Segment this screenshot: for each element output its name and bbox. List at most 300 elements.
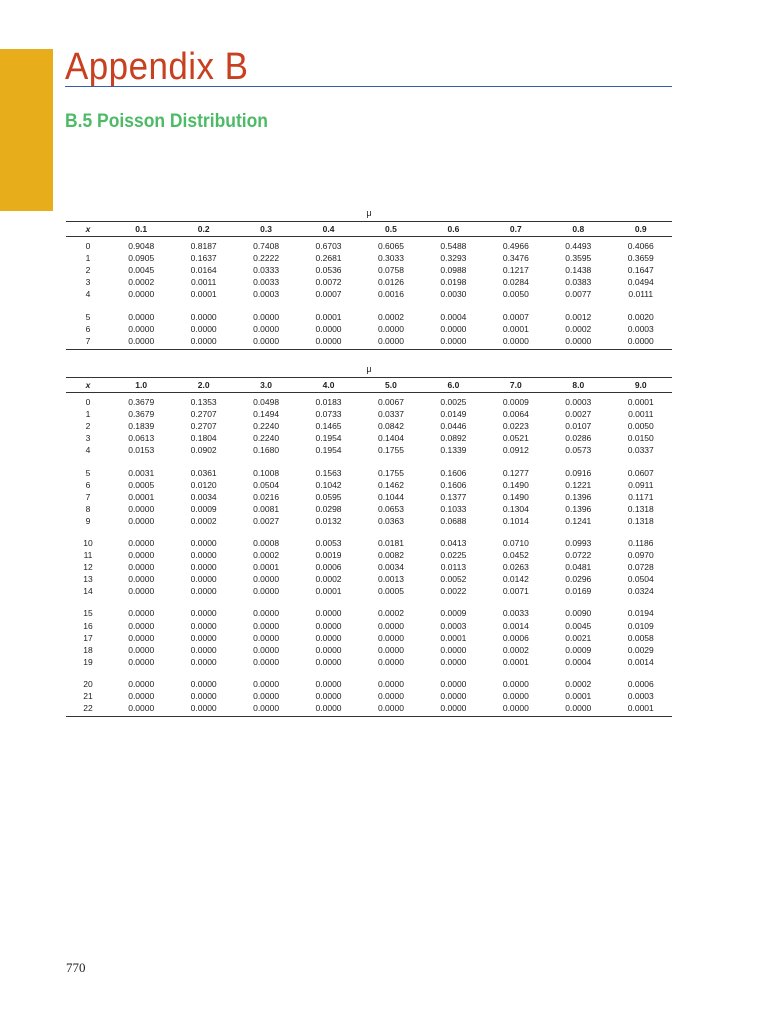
probability-cell: 0.0000 (315, 608, 342, 619)
table-row (66, 561, 672, 573)
probability-cell: 0.0000 (253, 678, 280, 689)
probability-cell: 0.0107 (565, 421, 592, 432)
probability-cell: 0.0169 (565, 586, 592, 597)
probability-cell: 0.1490 (502, 491, 529, 502)
probability-cell: 0.0000 (547, 335, 609, 350)
probability-cell: 0.0728 (627, 562, 654, 573)
probability-cell: 0.0067 (377, 397, 404, 408)
x-value-cell: 21 (83, 691, 93, 702)
probability-cell: 0.0000 (128, 515, 155, 526)
probability-cell: 0.0337 (627, 445, 654, 456)
probability-cell: 0.1563 (315, 467, 342, 478)
probability-cell: 0.1339 (440, 445, 467, 456)
poisson-table-large-mu (66, 377, 672, 717)
probability-cell: 0.1396 (565, 503, 592, 514)
mu-column-header: 0.6 (422, 222, 484, 237)
x-value-cell: 1 (85, 253, 91, 264)
probability-cell: 0.0001 (502, 323, 529, 334)
probability-cell: 0.0045 (565, 620, 592, 631)
probability-cell: 0.0000 (128, 656, 155, 667)
probability-cell: 0.3679 (128, 409, 155, 420)
probability-cell: 0.1396 (565, 491, 592, 502)
probability-cell: 0.0007 (315, 289, 342, 300)
probability-cell: 0.0004 (440, 311, 467, 322)
probability-cell: 0.0710 (502, 537, 529, 548)
mu-column-header: 6.0 (422, 378, 484, 393)
probability-cell: 0.0006 (502, 632, 529, 643)
title-rule (65, 86, 672, 87)
probability-cell: 0.0071 (502, 586, 529, 597)
probability-cell: 0.1839 (128, 421, 155, 432)
probability-cell: 0.1606 (440, 479, 467, 490)
probability-cell: 0.5488 (440, 241, 467, 252)
probability-cell: 0.0498 (253, 397, 280, 408)
probability-cell: 0.0361 (190, 467, 217, 478)
probability-cell: 0.0000 (128, 323, 155, 334)
probability-cell: 0.0001 (440, 632, 467, 643)
x-value-cell: 7 (85, 491, 91, 502)
probability-cell: 0.0000 (315, 656, 342, 667)
probability-cell: 0.0003 (440, 620, 467, 631)
probability-cell: 0.0000 (128, 537, 155, 548)
x-value-cell: 2 (85, 421, 91, 432)
probability-cell: 0.1304 (502, 503, 529, 514)
table-row (66, 620, 672, 632)
x-value-cell: 20 (83, 678, 93, 689)
probability-cell: 0.0034 (190, 491, 217, 502)
probability-cell: 0.0000 (172, 335, 234, 350)
probability-cell: 0.3033 (377, 253, 404, 264)
probability-cell: 0.1042 (315, 479, 342, 490)
probability-cell: 0.0053 (315, 537, 342, 548)
probability-cell: 0.0000 (253, 586, 280, 597)
probability-cell: 0.0000 (128, 289, 155, 300)
probability-cell: 0.1954 (315, 445, 342, 456)
probability-cell: 0.0000 (235, 702, 297, 717)
probability-cell: 0.0000 (440, 678, 467, 689)
probability-cell: 0.0000 (440, 323, 467, 334)
probability-cell: 0.0033 (502, 608, 529, 619)
x-value-cell: 11 (83, 550, 93, 561)
probability-cell: 0.0009 (502, 397, 529, 408)
probability-cell: 0.0324 (627, 586, 654, 597)
probability-cell: 0.0000 (128, 620, 155, 631)
probability-cell: 0.0025 (440, 397, 467, 408)
x-column-header: x (66, 378, 110, 393)
probability-cell: 0.0000 (377, 678, 404, 689)
x-value-cell: 0 (85, 241, 91, 252)
table-row (66, 527, 672, 549)
probability-cell: 0.0607 (627, 467, 654, 478)
probability-cell: 0.0000 (190, 311, 217, 322)
probability-cell: 0.0296 (565, 574, 592, 585)
table-row (66, 456, 672, 478)
probability-cell: 0.1804 (190, 433, 217, 444)
probability-cell: 0.0009 (190, 503, 217, 514)
x-value-cell: 2 (85, 265, 91, 276)
probability-cell: 0.1438 (565, 265, 592, 276)
probability-cell: 0.0284 (502, 277, 529, 288)
x-value-cell: 22 (66, 702, 110, 717)
table-row (66, 300, 672, 322)
probability-cell: 0.0916 (565, 467, 592, 478)
probability-cell: 0.0688 (440, 515, 467, 526)
probability-cell: 0.0004 (565, 656, 592, 667)
table-header-row (66, 378, 672, 393)
probability-cell: 0.1462 (377, 479, 404, 490)
x-value-cell: 10 (83, 537, 93, 548)
probability-cell: 0.0000 (253, 691, 280, 702)
probability-cell: 0.8187 (190, 241, 217, 252)
probability-cell: 0.0000 (128, 574, 155, 585)
probability-cell: 0.0050 (502, 289, 529, 300)
table-row (66, 702, 672, 717)
probability-cell: 0.0000 (297, 335, 359, 350)
probability-cell: 0.0000 (190, 550, 217, 561)
x-value-cell: 19 (83, 656, 93, 667)
probability-cell: 0.0000 (128, 678, 155, 689)
probability-cell: 0.0000 (128, 644, 155, 655)
probability-cell: 0.0000 (128, 632, 155, 643)
mu-column-header: 0.7 (485, 222, 547, 237)
mu-column-header: 2.0 (172, 378, 234, 393)
probability-cell: 0.0050 (627, 421, 654, 432)
mu-column-header: 0.5 (360, 222, 422, 237)
x-value-cell: 12 (83, 562, 93, 573)
probability-cell: 0.0216 (253, 491, 280, 502)
table-row (66, 264, 672, 276)
x-value-cell: 18 (83, 644, 93, 655)
probability-cell: 0.1217 (502, 265, 529, 276)
probability-cell: 0.0001 (565, 691, 592, 702)
probability-cell: 0.6703 (315, 241, 342, 252)
probability-cell: 0.0113 (440, 562, 467, 573)
probability-cell: 0.0198 (440, 277, 467, 288)
probability-cell: 0.0000 (110, 702, 172, 717)
probability-cell: 0.0000 (190, 678, 217, 689)
probability-cell: 0.0504 (253, 479, 280, 490)
probability-cell: 0.1044 (377, 491, 404, 502)
probability-cell: 0.0181 (377, 537, 404, 548)
probability-cell: 0.0012 (565, 311, 592, 322)
table-header-row (66, 222, 672, 237)
probability-cell: 0.0653 (377, 503, 404, 514)
probability-cell: 0.0090 (565, 608, 592, 619)
probability-cell: 0.0263 (502, 562, 529, 573)
probability-cell: 0.0000 (547, 702, 609, 717)
probability-cell: 0.0001 (502, 656, 529, 667)
probability-cell: 0.0001 (315, 586, 342, 597)
table-row (66, 288, 672, 300)
probability-cell: 0.0000 (422, 335, 484, 350)
table-row (66, 323, 672, 335)
x-value-cell: 9 (85, 515, 91, 526)
probability-cell: 0.0000 (128, 503, 155, 514)
probability-cell: 0.1014 (502, 515, 529, 526)
probability-cell: 0.0000 (440, 691, 467, 702)
mu-column-header: 0.4 (297, 222, 359, 237)
section-title: B.5 Poisson Distribution (65, 111, 268, 132)
probability-cell: 0.0000 (128, 311, 155, 322)
probability-cell: 0.0000 (440, 644, 467, 655)
probability-cell: 0.0000 (360, 702, 422, 717)
probability-cell: 0.0013 (377, 574, 404, 585)
probability-cell: 0.3476 (502, 253, 529, 264)
table-row (66, 237, 672, 253)
x-value-cell: 13 (83, 574, 93, 585)
probability-cell: 0.0363 (377, 515, 404, 526)
probability-cell: 0.0000 (172, 702, 234, 717)
probability-cell: 0.0000 (610, 335, 673, 350)
probability-cell: 0.1171 (628, 491, 654, 502)
probability-cell: 0.0142 (502, 574, 529, 585)
probability-cell: 0.1606 (440, 467, 467, 478)
probability-cell: 0.0002 (565, 323, 592, 334)
probability-cell: 0.0337 (377, 409, 404, 420)
probability-cell: 0.0000 (253, 620, 280, 631)
probability-cell: 0.0000 (128, 608, 155, 619)
probability-cell: 0.0000 (110, 335, 172, 350)
probability-cell: 0.2707 (190, 421, 217, 432)
probability-cell: 0.0030 (440, 289, 467, 300)
table-row (66, 515, 672, 527)
probability-cell: 0.1008 (253, 467, 280, 478)
probability-cell: 0.0002 (253, 550, 280, 561)
probability-cell: 0.0000 (190, 562, 217, 573)
probability-cell: 0.0504 (627, 574, 654, 585)
probability-cell: 0.3595 (565, 253, 592, 264)
probability-cell: 0.0573 (565, 445, 592, 456)
probability-cell: 0.0000 (190, 608, 217, 619)
probability-cell: 0.0000 (253, 656, 280, 667)
probability-cell: 0.0905 (128, 253, 155, 264)
probability-cell: 0.0298 (315, 503, 342, 514)
probability-cell: 0.0000 (315, 323, 342, 334)
probability-cell: 0.0000 (190, 537, 217, 548)
mu-column-header: 7.0 (485, 378, 547, 393)
probability-cell: 0.0031 (128, 467, 155, 478)
probability-cell: 0.1637 (190, 253, 217, 264)
table-row (66, 632, 672, 644)
probability-cell: 0.0333 (253, 265, 280, 276)
probability-cell: 0.0003 (253, 289, 280, 300)
probability-cell: 0.0150 (627, 433, 654, 444)
probability-cell: 0.0000 (190, 620, 217, 631)
probability-cell: 0.0481 (565, 562, 592, 573)
probability-cell: 0.2240 (253, 421, 280, 432)
probability-cell: 0.2222 (253, 253, 280, 264)
probability-cell: 0.0000 (377, 656, 404, 667)
probability-cell: 0.1954 (315, 433, 342, 444)
probability-cell: 0.3659 (627, 253, 654, 264)
probability-cell: 0.0758 (377, 265, 404, 276)
probability-cell: 0.0000 (315, 620, 342, 631)
probability-cell: 0.0000 (253, 608, 280, 619)
probability-cell: 0.0011 (190, 277, 217, 288)
appendix-title: Appendix B (65, 46, 249, 88)
probability-cell: 0.0000 (253, 644, 280, 655)
probability-cell: 0.0001 (627, 397, 654, 408)
mu-column-header: 0.8 (547, 222, 609, 237)
probability-cell: 0.0000 (315, 644, 342, 655)
probability-cell: 0.0000 (190, 632, 217, 643)
probability-cell: 0.2707 (190, 409, 217, 420)
mu-column-header: 3.0 (235, 378, 297, 393)
probability-cell: 0.0000 (315, 632, 342, 643)
probability-cell: 0.0194 (627, 608, 654, 619)
probability-cell: 0.0452 (502, 550, 529, 561)
probability-cell: 0.0000 (128, 562, 155, 573)
probability-cell: 0.0000 (253, 311, 280, 322)
probability-cell: 0.3293 (440, 253, 467, 264)
probability-cell: 0.0000 (128, 691, 155, 702)
probability-cell: 0.0000 (253, 323, 280, 334)
probability-cell: 0.0052 (440, 574, 467, 585)
table-row (66, 491, 672, 503)
x-column-header: x (66, 222, 110, 237)
x-value-cell: 15 (83, 608, 93, 619)
probability-cell: 0.0001 (610, 702, 673, 717)
probability-cell: 0.0000 (502, 691, 529, 702)
x-value-cell: 0 (85, 397, 91, 408)
probability-cell: 0.0033 (253, 277, 280, 288)
probability-cell: 0.0034 (377, 562, 404, 573)
probability-cell: 0.0446 (440, 421, 467, 432)
probability-cell: 0.4066 (627, 241, 654, 252)
probability-cell: 0.0993 (565, 537, 592, 548)
table-row (66, 335, 672, 350)
probability-cell: 0.0014 (502, 620, 529, 631)
probability-cell: 0.0002 (377, 608, 404, 619)
probability-cell: 0.0000 (485, 702, 547, 717)
x-value-cell: 5 (85, 467, 91, 478)
probability-cell: 0.0045 (128, 265, 155, 276)
probability-cell: 0.0902 (190, 445, 217, 456)
table-row (66, 420, 672, 432)
probability-cell: 0.0002 (315, 574, 342, 585)
table-row (66, 479, 672, 491)
probability-cell: 0.0003 (627, 323, 654, 334)
table-row (66, 690, 672, 702)
probability-cell: 0.0001 (190, 289, 217, 300)
probability-cell: 0.0109 (627, 620, 654, 631)
probability-cell: 0.0988 (440, 265, 467, 276)
probability-cell: 0.0000 (315, 691, 342, 702)
probability-cell: 0.1186 (628, 537, 654, 548)
probability-cell: 0.1377 (440, 491, 467, 502)
x-value-cell: 6 (85, 323, 91, 334)
probability-cell: 0.1277 (502, 467, 529, 478)
mu-column-header: 0.3 (235, 222, 297, 237)
probability-cell: 0.0892 (440, 433, 467, 444)
mu-column-header: 4.0 (297, 378, 359, 393)
probability-cell: 0.0011 (628, 409, 654, 420)
probability-cell: 0.7408 (253, 241, 280, 252)
probability-cell: 0.4493 (565, 241, 592, 252)
probability-cell: 0.0111 (628, 289, 654, 300)
poisson-table-small-mu (66, 221, 672, 350)
x-value-cell: 8 (85, 503, 91, 514)
probability-cell: 0.0000 (128, 550, 155, 561)
probability-cell: 0.0000 (190, 691, 217, 702)
probability-cell: 0.0149 (440, 409, 467, 420)
probability-cell: 0.0014 (627, 656, 654, 667)
probability-cell: 0.1494 (253, 409, 280, 420)
probability-cell: 0.0494 (627, 277, 654, 288)
table-row (66, 656, 672, 668)
probability-cell: 0.0020 (627, 311, 654, 322)
probability-cell: 0.0223 (502, 421, 529, 432)
x-value-cell: 16 (83, 620, 93, 631)
table-row (66, 585, 672, 597)
mu-column-header: 0.2 (172, 222, 234, 237)
probability-cell: 0.0536 (315, 265, 342, 276)
probability-cell: 0.0081 (253, 503, 280, 514)
probability-cell: 0.0000 (235, 335, 297, 350)
probability-cell: 0.0413 (440, 537, 467, 548)
mu-label: μ (366, 208, 372, 218)
probability-cell: 0.0183 (315, 397, 342, 408)
probability-cell: 0.0000 (360, 335, 422, 350)
probability-cell: 0.0722 (565, 550, 592, 561)
table-row (66, 549, 672, 561)
probability-cell: 0.0003 (627, 691, 654, 702)
table-row (66, 276, 672, 288)
probability-cell: 0.0064 (502, 409, 529, 420)
probability-cell: 0.1490 (502, 479, 529, 490)
mu-column-header: 8.0 (547, 378, 609, 393)
probability-cell: 0.0000 (190, 656, 217, 667)
x-value-cell: 1 (85, 409, 91, 420)
probability-cell: 0.0003 (565, 397, 592, 408)
probability-cell: 0.0000 (190, 586, 217, 597)
probability-cell: 0.0005 (377, 586, 404, 597)
probability-cell: 0.1755 (377, 445, 404, 456)
x-value-cell: 4 (85, 289, 91, 300)
probability-cell: 0.0016 (377, 289, 404, 300)
probability-cell: 0.0000 (128, 586, 155, 597)
probability-cell: 0.0002 (502, 644, 529, 655)
probability-cell: 0.0027 (565, 409, 592, 420)
probability-cell: 0.3679 (128, 397, 155, 408)
probability-cell: 0.0000 (253, 574, 280, 585)
mu-label: μ (366, 364, 372, 374)
probability-cell: 0.0002 (377, 311, 404, 322)
probability-cell: 0.1033 (440, 503, 467, 514)
x-value-cell: 17 (83, 632, 93, 643)
probability-cell: 0.0001 (315, 311, 342, 322)
probability-cell: 0.1241 (565, 515, 592, 526)
probability-cell: 0.6065 (377, 241, 404, 252)
probability-cell: 0.0000 (315, 678, 342, 689)
mu-column-header: 9.0 (610, 378, 673, 393)
probability-cell: 0.1318 (627, 515, 654, 526)
probability-cell: 0.0000 (502, 678, 529, 689)
probability-cell: 0.0029 (627, 644, 654, 655)
probability-cell: 0.0733 (315, 409, 342, 420)
probability-cell: 0.0225 (440, 550, 467, 561)
probability-cell: 0.0007 (502, 311, 529, 322)
probability-cell: 0.0000 (190, 323, 217, 334)
probability-cell: 0.1353 (190, 397, 217, 408)
mu-column-header: 5.0 (360, 378, 422, 393)
probability-cell: 0.0000 (377, 323, 404, 334)
probability-cell: 0.0006 (627, 678, 654, 689)
probability-cell: 0.0021 (565, 632, 592, 643)
probability-cell: 0.2240 (253, 433, 280, 444)
probability-cell: 0.1318 (627, 503, 654, 514)
probability-cell: 0.0521 (502, 433, 529, 444)
